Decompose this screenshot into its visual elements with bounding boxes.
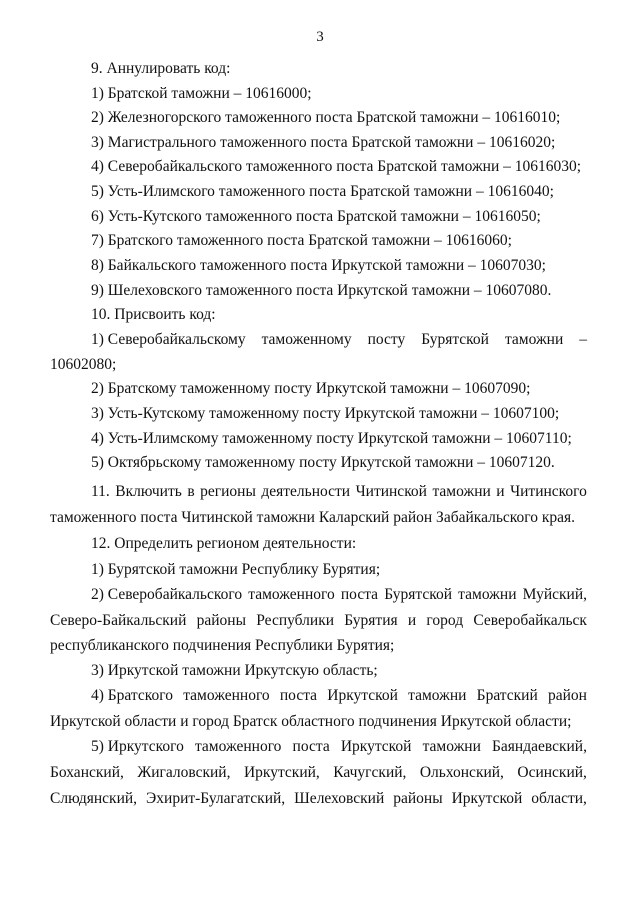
s10-item-1-line1 xyxy=(91,331,587,349)
word: и xyxy=(496,483,505,500)
word: Слюдянский, xyxy=(50,790,138,807)
s10-item-2: 2) Братскому таможенному посту Иркутской таможни – 10607090; xyxy=(91,380,531,397)
word: таможни xyxy=(422,738,481,755)
word: Братский xyxy=(476,687,538,704)
s10-item-4: 4) Усть-Илимскому таможенному посту Иркутской таможни – 10607110; xyxy=(91,430,572,447)
word: районы xyxy=(196,612,247,629)
word: Качугский, xyxy=(333,764,407,781)
word: таможни xyxy=(458,586,517,603)
word: район xyxy=(547,687,587,704)
word: 1) Северобайкальскому xyxy=(91,331,246,348)
section-9-heading: 9. Аннулировать код: xyxy=(91,60,231,77)
s10-item-1-line2: 10602080; xyxy=(50,356,117,373)
word: Иркутской xyxy=(340,738,412,755)
word: 11. xyxy=(91,483,110,500)
word: поста xyxy=(340,586,379,603)
word: таможни xyxy=(432,483,491,500)
s9-item-6: 6) Усть-Кутского таможенного поста Братской таможни – 10616050; xyxy=(91,208,541,225)
word: таможенного xyxy=(183,687,270,704)
s12-p3: 3) Иркутской таможни Иркутскую область; xyxy=(91,662,378,679)
s12-p4-line2: Иркутской области и город Братск областного подчинения Иркутской области; xyxy=(50,713,572,730)
word: Иркутский, xyxy=(243,764,320,781)
word: Шелеховский xyxy=(294,790,385,807)
word: 4) Братского xyxy=(91,687,173,704)
s12-p2-line1 xyxy=(91,586,587,604)
word: 2) Северобайкальского xyxy=(91,586,243,603)
word: Читинской xyxy=(355,483,427,500)
s9-item-5: 5) Усть-Илимского таможенного поста Братской таможни – 10616040; xyxy=(91,183,554,200)
word: Баяндаевский, xyxy=(492,738,587,755)
s12-p5-line2 xyxy=(50,764,587,782)
word: таможни xyxy=(504,331,564,348)
word: Северо-Байкальский xyxy=(50,612,187,629)
word: Эхирит-Булагатский, xyxy=(146,790,286,807)
s12-p4-line1 xyxy=(91,687,587,705)
s12-p5-line1 xyxy=(91,738,587,756)
section-10-heading: 10. Присвоить код: xyxy=(91,306,216,323)
word: районы xyxy=(393,790,443,807)
word: Ольхонский, xyxy=(419,764,504,781)
word: Осинский, xyxy=(517,764,587,781)
word: Иркутской xyxy=(451,790,523,807)
section-12-heading: 12. Определить регионом деятельности: xyxy=(91,535,357,552)
word: посту xyxy=(367,331,406,348)
word: Бурятской xyxy=(384,586,452,603)
word: – xyxy=(579,331,587,348)
word: Муйский, xyxy=(522,586,587,603)
word: Иркутской xyxy=(327,687,398,704)
word: Бурятия xyxy=(344,612,398,629)
word: поста xyxy=(279,687,318,704)
s11-line2: таможенного поста Читинской таможни Каларский район Забайкальского края. xyxy=(50,509,576,526)
word: Жигаловский, xyxy=(137,764,231,781)
s9-item-9: 9) Шелеховского таможенного поста Иркутской таможни – 10607080. xyxy=(91,282,552,299)
s9-item-8: 8) Байкальского таможенного поста Иркутской таможни – 10607030; xyxy=(91,257,546,274)
s9-item-3: 3) Магистрального таможенного поста Братской таможни – 10616020; xyxy=(91,134,556,151)
word: Северобайкальск xyxy=(473,612,587,629)
s11-line1 xyxy=(91,483,587,501)
word: Бурятской xyxy=(421,331,489,348)
word: таможенному xyxy=(261,331,352,348)
word: таможни xyxy=(408,687,467,704)
word: в xyxy=(187,483,195,500)
word: 5) Иркутского xyxy=(91,738,184,755)
s10-item-3: 3) Усть-Кутскому таможенному посту Иркутской таможни – 10607100; xyxy=(91,405,560,422)
s12-p1: 1) Бурятской таможни Республику Бурятия; xyxy=(91,561,381,578)
word: деятельности xyxy=(261,483,351,500)
s12-p2-line2 xyxy=(50,612,587,630)
s9-item-7: 7) Братского таможенного поста Братской таможни – 10616060; xyxy=(91,232,512,249)
s9-item-4: 4) Северобайкальского таможенного поста Братской таможни – 10616030; xyxy=(91,158,582,175)
word: таможенного xyxy=(248,586,335,603)
word: город xyxy=(426,612,464,629)
s12-p2-line3: республиканского подчинения Республики Бурятия; xyxy=(50,637,395,654)
s9-item-2: 2) Железногорского таможенного поста Братской таможни – 10616010; xyxy=(91,109,561,126)
word: таможенного xyxy=(194,738,282,755)
word: регионы xyxy=(200,483,256,500)
page-number: 3 xyxy=(316,29,324,45)
s9-item-1: 1) Братской таможни – 10616000; xyxy=(91,85,312,102)
word: поста xyxy=(292,738,330,755)
word: Читинского xyxy=(510,483,587,500)
word: и xyxy=(407,612,417,629)
s12-p5-line3 xyxy=(50,790,587,808)
s10-item-5: 5) Октябрьскому таможенному посту Иркутской таможни – 10607120. xyxy=(91,454,555,471)
word: Включить xyxy=(115,483,182,500)
word: области, xyxy=(531,790,587,807)
word: Республики xyxy=(256,612,335,629)
word: Боханский, xyxy=(50,764,124,781)
